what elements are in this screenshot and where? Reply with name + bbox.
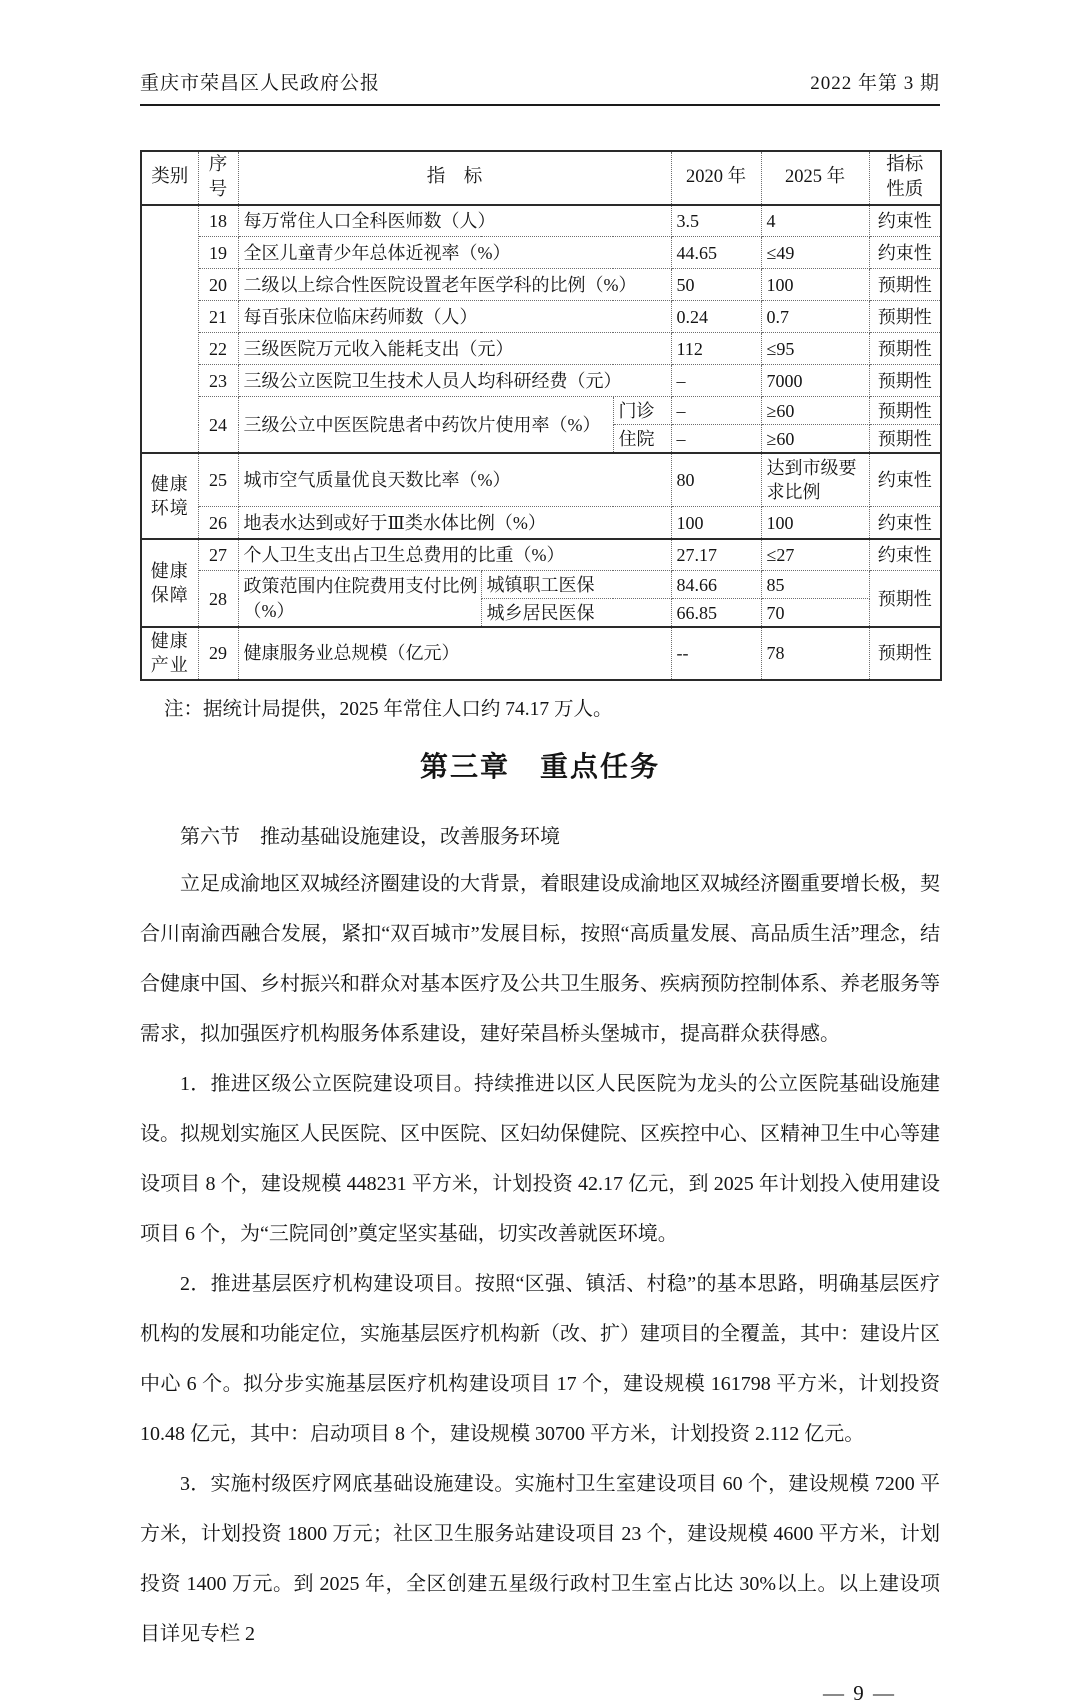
- category-cell: 健康保障: [141, 539, 198, 627]
- gazette-title: 重庆市荣昌区人民政府公报: [140, 73, 381, 94]
- row-number-cell: 20: [198, 269, 238, 301]
- row-number-cell: 24: [198, 397, 238, 453]
- col-header-indicator: 指 标: [238, 151, 671, 205]
- nature-cell: 预期性: [869, 425, 941, 453]
- page-number: — 9 —: [823, 1680, 896, 1705]
- table-note: 注：据统计局提供，2025 年常住人口约 74.17 万人。: [164, 698, 613, 720]
- row-number-cell: 18: [198, 205, 238, 237]
- indicator-cell: 每万常住人口全科医师数（人）: [238, 205, 671, 237]
- value-2025-cell: 70: [761, 599, 869, 627]
- value-2020-cell: 100: [671, 507, 761, 539]
- nature-cell: 预期性: [869, 627, 941, 680]
- table-row: [141, 507, 941, 539]
- table-header-row: [141, 151, 941, 205]
- sub-label-cell: 门诊: [613, 397, 671, 425]
- value-2020-cell: –: [671, 397, 761, 425]
- table-row: [141, 397, 941, 425]
- table-row: [141, 365, 941, 397]
- value-2025-cell: 85: [761, 571, 869, 599]
- indicator-cell: 三级公立医院卫生技术人员人均科研经费（元）: [238, 365, 671, 397]
- row-number-cell: 25: [198, 453, 238, 507]
- value-2020-cell: 66.85: [671, 599, 761, 627]
- body-paragraph: 2．推进基层医疗机构建设项目。按照“区强、镇活、村稳”的基本思路，明确基层医疗机构的发展和功能定位，实施基层医疗机构新（改、扩）建项目的全覆盖，其中：建设片区中心 6 个。拟分步实施基层医疗机构建设项目 17 个，建设规模 161798 平方米，计划投资 10.48 亿元，其中：启动项目 8 个，建设规模 30700 平方米，计划投资 2.112 亿元。: [140, 1272, 940, 1445]
- nature-cell: 约束性: [869, 453, 941, 507]
- value-2020-cell: 27.17: [671, 539, 761, 571]
- table-row: [141, 237, 941, 269]
- value-2020-cell: 0.24: [671, 301, 761, 333]
- sub-label-cell: 城乡居民医保: [481, 599, 671, 627]
- nature-cell: 预期性: [869, 397, 941, 425]
- section-heading: 第六节 推动基础设施建设，改善服务环境: [180, 825, 560, 848]
- value-2020-cell: –: [671, 425, 761, 453]
- table-row: [141, 333, 941, 365]
- value-2025-cell: 达到市级要求比例: [761, 453, 869, 507]
- table-row: [141, 301, 941, 333]
- indicator-cell: 二级以上综合性医院设置老年医学科的比例（%）: [238, 269, 671, 301]
- table-row: [141, 269, 941, 301]
- value-2025-cell: 7000: [761, 365, 869, 397]
- issue-label: 2022 年第 3 期: [810, 73, 940, 94]
- body-paragraph: 1．推进区级公立医院建设项目。持续推进以区人民医院为龙头的公立医院基础设施建设。拟规划实施区人民医院、区中医院、区妇幼保健院、区疾控中心、区精神卫生中心等建设项目 8 个，建设规模 448231 平方米，计划投资 42.17 亿元，到 2025 年计划投入使用建设项目 6 个，为“三院同创”奠定坚实基础，切实改善就医环境。: [140, 1072, 940, 1245]
- value-2025-cell: 0.7: [761, 301, 869, 333]
- category-cell-blank: [141, 205, 198, 453]
- indicator-cell: 健康服务业总规模（亿元）: [238, 627, 671, 680]
- value-2020-cell: 44.65: [671, 237, 761, 269]
- indicator-cell: 个人卫生支出占卫生总费用的比重（%）: [238, 539, 671, 571]
- nature-cell: 预期性: [869, 333, 941, 365]
- table-row: [141, 571, 941, 599]
- row-number-cell: 19: [198, 237, 238, 269]
- category-cell: 健康环境: [141, 453, 198, 539]
- table-row: [141, 205, 941, 237]
- nature-cell: 约束性: [869, 507, 941, 539]
- table-row: [141, 539, 941, 571]
- nature-cell: 约束性: [869, 539, 941, 571]
- indicator-cell: 全区儿童青少年总体近视率（%）: [238, 237, 671, 269]
- row-number-cell: 23: [198, 365, 238, 397]
- value-2025-cell: 100: [761, 269, 869, 301]
- row-number-cell: 28: [198, 571, 238, 627]
- value-2025-cell: ≤95: [761, 333, 869, 365]
- col-header-nature-line1: 指标: [886, 155, 924, 175]
- col-header-2020: 2020 年: [671, 151, 761, 205]
- nature-cell: 预期性: [869, 571, 941, 627]
- category-cell: 健康产业: [141, 627, 198, 680]
- value-2020-cell: 112: [671, 333, 761, 365]
- indicator-cell: 城市空气质量优良天数比率（%）: [238, 453, 671, 507]
- value-2020-cell: 80: [671, 453, 761, 507]
- table-row: [141, 627, 941, 680]
- indicator-cell: 三级医院万元收入能耗支出（元）: [238, 333, 671, 365]
- indicator-cell: 每百张床位临床药师数（人）: [238, 301, 671, 333]
- value-2025-cell: 4: [761, 205, 869, 237]
- indicator-cell: 三级公立中医医院患者中药饮片使用率（%）: [238, 397, 613, 453]
- value-2020-cell: 3.5: [671, 205, 761, 237]
- col-header-nature: [869, 151, 941, 205]
- body-paragraph: 3．实施村级医疗网底基础设施建设。实施村卫生室建设项目 60 个，建设规模 7200 平方米，计划投资 1800 万元；社区卫生服务站建设项目 23 个，建设规模 4600 平方米，计划投资 1400 万元。到 2025 年，全区创建五星级行政村卫生室占比达 30%以上。以上建设项目详见专栏 2: [140, 1472, 940, 1645]
- value-2020-cell: 50: [671, 269, 761, 301]
- sub-label-cell: 住院: [613, 425, 671, 453]
- value-2025-cell: ≥60: [761, 397, 869, 425]
- indicators-table: [140, 150, 942, 681]
- chapter-title: 第三章 重点任务: [419, 751, 660, 783]
- running-head: [140, 68, 940, 106]
- value-2020-cell: --: [671, 627, 761, 680]
- col-header-no: 序号: [198, 151, 238, 205]
- value-2025-cell: ≤49: [761, 237, 869, 269]
- value-2025-cell: 78: [761, 627, 869, 680]
- value-2025-cell: ≥60: [761, 425, 869, 453]
- body-paragraph: 立足成渝地区双城经济圈建设的大背景，着眼建设成渝地区双城经济圈重要增长极，契合川南渝西融合发展，紧扣“双百城市”发展目标，按照“高质量发展、高品质生活”理念，结合健康中国、乡村振兴和群众对基本医疗及公共卫生服务、疾病预防控制体系、养老服务等需求，拟加强医疗机构服务体系建设，建好荣昌桥头堡城市，提高群众获得感。: [140, 872, 940, 1045]
- row-number-cell: 26: [198, 507, 238, 539]
- nature-cell: 约束性: [869, 205, 941, 237]
- col-header-nature-line2: 性质: [886, 179, 924, 200]
- indicator-cell: 政策范围内住院费用支付比例（%）: [238, 571, 481, 627]
- value-2025-cell: ≤27: [761, 539, 869, 571]
- sub-label-cell: 城镇职工医保: [481, 571, 671, 599]
- nature-cell: 预期性: [869, 269, 941, 301]
- value-2020-cell: 84.66: [671, 571, 761, 599]
- row-number-cell: 21: [198, 301, 238, 333]
- row-number-cell: 22: [198, 333, 238, 365]
- nature-cell: 预期性: [869, 365, 941, 397]
- nature-cell: 约束性: [869, 237, 941, 269]
- nature-cell: 预期性: [869, 301, 941, 333]
- indicator-cell: 地表水达到或好于Ⅲ类水体比例（%）: [238, 507, 671, 539]
- row-number-cell: 27: [198, 539, 238, 571]
- table-row: [141, 453, 941, 507]
- row-number-cell: 29: [198, 627, 238, 680]
- value-2025-cell: 100: [761, 507, 869, 539]
- col-header-2025: 2025 年: [761, 151, 869, 205]
- value-2020-cell: –: [671, 365, 761, 397]
- col-header-category: 类别: [141, 151, 198, 205]
